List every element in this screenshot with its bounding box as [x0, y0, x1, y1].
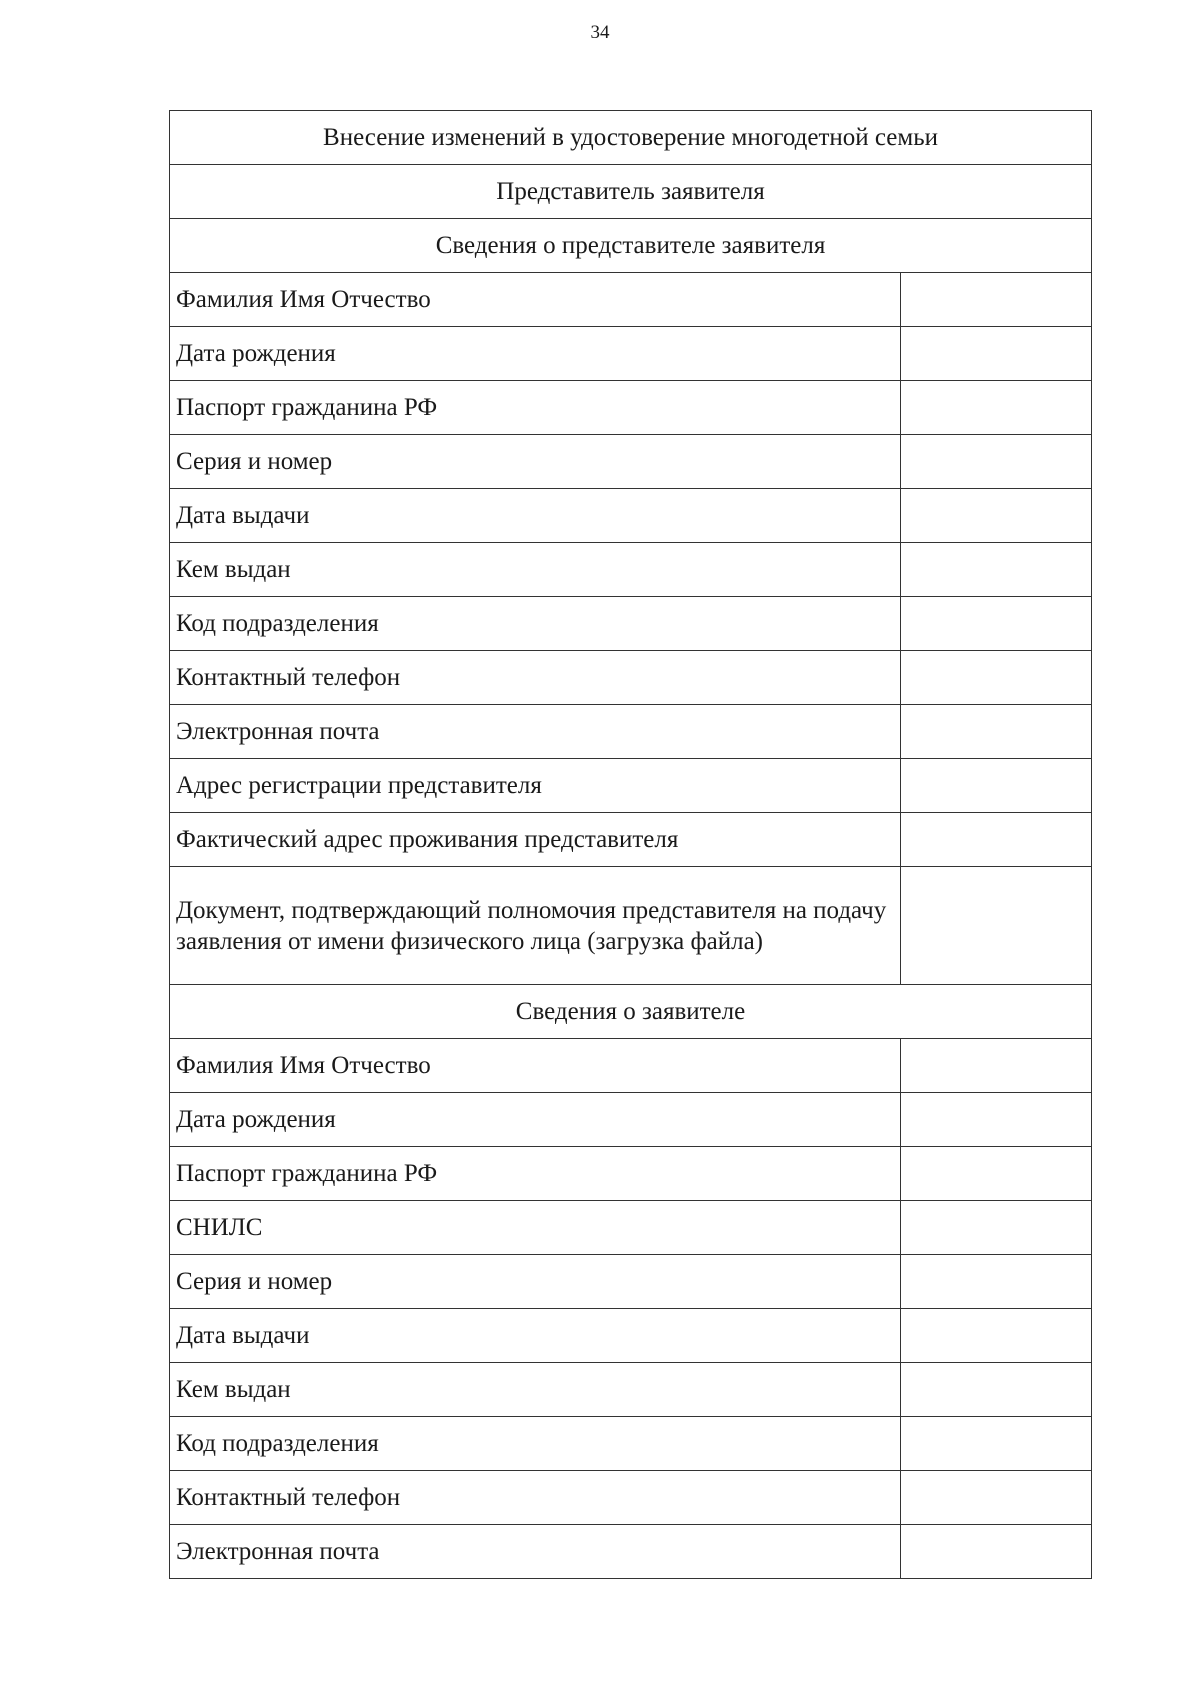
table-row	[170, 273, 1092, 327]
field-label: Код подразделения	[170, 1417, 901, 1471]
section-heading-applicant: Сведения о заявителе	[170, 985, 1092, 1039]
table-row	[170, 1363, 1092, 1417]
table-row	[170, 1471, 1092, 1525]
table-row	[170, 381, 1092, 435]
table-row	[170, 1093, 1092, 1147]
field-label: СНИЛС	[170, 1201, 901, 1255]
field-value-cell[interactable]	[901, 651, 1092, 705]
field-value-cell[interactable]	[901, 1039, 1092, 1093]
page-number: 34	[590, 22, 610, 43]
field-value-cell[interactable]	[901, 1309, 1092, 1363]
field-label: Электронная почта	[170, 1525, 901, 1579]
field-value-cell[interactable]	[901, 1525, 1092, 1579]
field-value-cell[interactable]	[901, 1417, 1092, 1471]
field-label: Кем выдан	[170, 1363, 901, 1417]
table-row	[170, 1255, 1092, 1309]
form-title: Внесение изменений в удостоверение многодетной семьи	[170, 111, 1092, 165]
field-label: Серия и номер	[170, 1255, 901, 1309]
file-upload-cell[interactable]	[901, 867, 1092, 985]
table-row	[170, 435, 1092, 489]
table-row	[170, 1039, 1092, 1093]
table-row	[170, 759, 1092, 813]
table-row	[170, 1147, 1092, 1201]
field-label: Адрес регистрации представителя	[170, 759, 901, 813]
field-label: Код подразделения	[170, 597, 901, 651]
field-label: Фамилия Имя Отчество	[170, 273, 901, 327]
field-label: Документ, подтверждающий полномочия представителя на подачу заявления от имени физического лица (загрузка файла)	[170, 867, 901, 985]
field-label: Паспорт гражданина РФ	[170, 1147, 901, 1201]
field-value-cell[interactable]	[901, 1363, 1092, 1417]
field-label: Дата рождения	[170, 1093, 901, 1147]
field-value-cell[interactable]	[901, 1147, 1092, 1201]
table-row	[170, 1525, 1092, 1579]
field-value-cell[interactable]	[901, 543, 1092, 597]
field-value-cell[interactable]	[901, 1093, 1092, 1147]
field-value-cell[interactable]	[901, 273, 1092, 327]
field-label: Паспорт гражданина РФ	[170, 381, 901, 435]
table-row	[170, 867, 1092, 985]
field-label: Контактный телефон	[170, 1471, 901, 1525]
representative-heading-row	[170, 165, 1092, 219]
field-label: Контактный телефон	[170, 651, 901, 705]
field-label: Фамилия Имя Отчество	[170, 1039, 901, 1093]
field-value-cell[interactable]	[901, 813, 1092, 867]
field-label: Дата рождения	[170, 327, 901, 381]
field-label: Серия и номер	[170, 435, 901, 489]
field-label: Фактический адрес проживания представителя	[170, 813, 901, 867]
field-value-cell[interactable]	[901, 489, 1092, 543]
field-label: Дата выдачи	[170, 1309, 901, 1363]
representative-heading: Представитель заявителя	[170, 165, 1092, 219]
table-row	[170, 543, 1092, 597]
field-value-cell[interactable]	[901, 327, 1092, 381]
field-value-cell[interactable]	[901, 759, 1092, 813]
field-value-cell[interactable]	[901, 705, 1092, 759]
table-row	[170, 651, 1092, 705]
representative-section-heading-row	[170, 219, 1092, 273]
field-value-cell[interactable]	[901, 597, 1092, 651]
field-label: Кем выдан	[170, 543, 901, 597]
application-form-table	[169, 110, 1092, 1579]
applicant-section-heading-row	[170, 985, 1092, 1039]
form-title-row	[170, 111, 1092, 165]
field-label: Электронная почта	[170, 705, 901, 759]
table-row	[170, 1201, 1092, 1255]
table-row	[170, 327, 1092, 381]
field-label: Дата выдачи	[170, 489, 901, 543]
section-heading-representative: Сведения о представителе заявителя	[170, 219, 1092, 273]
table-row	[170, 705, 1092, 759]
table-row	[170, 489, 1092, 543]
table-row	[170, 597, 1092, 651]
field-value-cell[interactable]	[901, 1471, 1092, 1525]
table-row	[170, 813, 1092, 867]
table-row	[170, 1309, 1092, 1363]
field-value-cell[interactable]	[901, 1201, 1092, 1255]
field-value-cell[interactable]	[901, 435, 1092, 489]
field-value-cell[interactable]	[901, 381, 1092, 435]
table-row	[170, 1417, 1092, 1471]
field-value-cell[interactable]	[901, 1255, 1092, 1309]
